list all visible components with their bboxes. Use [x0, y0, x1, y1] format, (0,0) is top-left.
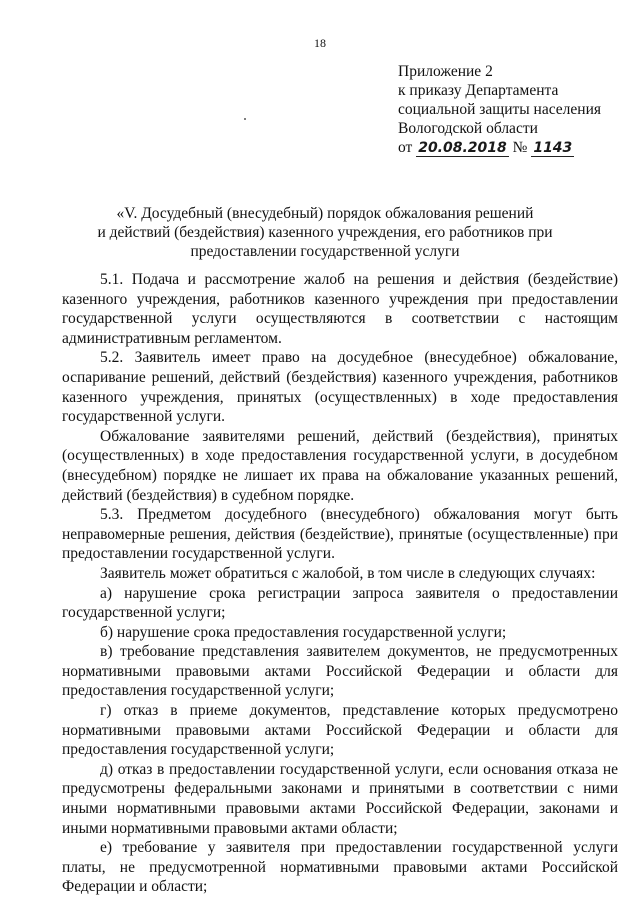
from-label: от	[398, 139, 413, 156]
approval-region: Вологодской области	[398, 120, 538, 137]
speck	[244, 118, 246, 120]
approval-block	[398, 62, 634, 160]
paragraph-5-1: 5.1. Подача и рассмотрение жалоб на решения и действия (бездействие) казенного учреждения, работников казенного учреждения при предоставлении государственной услуги осуществляются в соответствии с настоящим административным регламентом.	[62, 271, 618, 347]
list-item-v: в) требование представления заявителем документов, не предусмотренных нормативными правовыми актами Российской Федерации и области для предоставления государственной услуги;	[62, 643, 618, 700]
number-label: №	[512, 139, 528, 156]
paragraph-5-2: 5.2. Заявитель имеет право на досудебное (внесудебное) обжалование, оспаривание решений, действий (бездействия) казенного учреждения, работников казенного учреждения, принятых (осуществленных) в ходе предоставления государственной услуги.	[62, 349, 618, 426]
list-item-d: д) отказ в предоставлении государственной услуги, если основания отказа не предусмотрены федеральными законами и принятыми в соответствии с ними иными нормативными правовыми актами Российской Федерации, законами и иными нормативными правовыми актами области;	[62, 760, 618, 837]
approval-date-number	[398, 138, 634, 160]
paragraph-5-3: 5.3. Предметом досудебного (внесудебного) обжалования могут быть неправомерные решения, действия (бездействие), принятые (осуществленные) при предоставлении государственной услуги.	[62, 506, 618, 563]
paragraph-appeal-rights: Обжалование заявителями решений, действий (бездействия), принятых (осуществленных) в ходе предоставления государственной услуги, в досудебном (внесудебном) порядке не лишает их права на обжалование указанных решений, действий (бездействия) в судебном порядке.	[62, 427, 618, 504]
approval-department: социальной защиты населения	[398, 101, 602, 118]
heading-line-2: и действий (бездействия) казенного учреждения, его работников при	[97, 224, 553, 241]
document-body	[62, 270, 618, 897]
list-item-a: а) нарушение срока регистрации запроса заявителя о предоставлении государственной услуги;	[62, 584, 618, 622]
section-heading	[60, 204, 590, 261]
handwritten-date: 20.08.2018	[418, 140, 507, 156]
approval-appendix: Приложение 2	[398, 63, 493, 80]
paragraph-cases-intro: Заявитель может обратиться с жалобой, в том числе в следующих случаях:	[100, 564, 596, 582]
handwritten-number: 1143	[533, 140, 573, 156]
heading-line-1: «V. Досудебный (внесудебный) порядок обжалования решений	[116, 205, 534, 222]
heading-line-3: предоставлении государственной услуги	[190, 243, 460, 260]
page-number: 18	[314, 36, 326, 50]
list-item-g: г) отказ в приеме документов, представление которых предусмотрено нормативными правовыми актами Российской Федерации и области для предоставления государственной услуги;	[62, 702, 618, 759]
list-item-b: б) нарушение срока предоставления государственной услуги;	[100, 623, 507, 641]
list-item-e: е) требование у заявителя при предоставлении государственной услуги платы, не предусмотренной нормативными правовыми актами Российской Федерации и области;	[62, 839, 618, 896]
approval-order: к приказу Департамента	[398, 82, 559, 99]
